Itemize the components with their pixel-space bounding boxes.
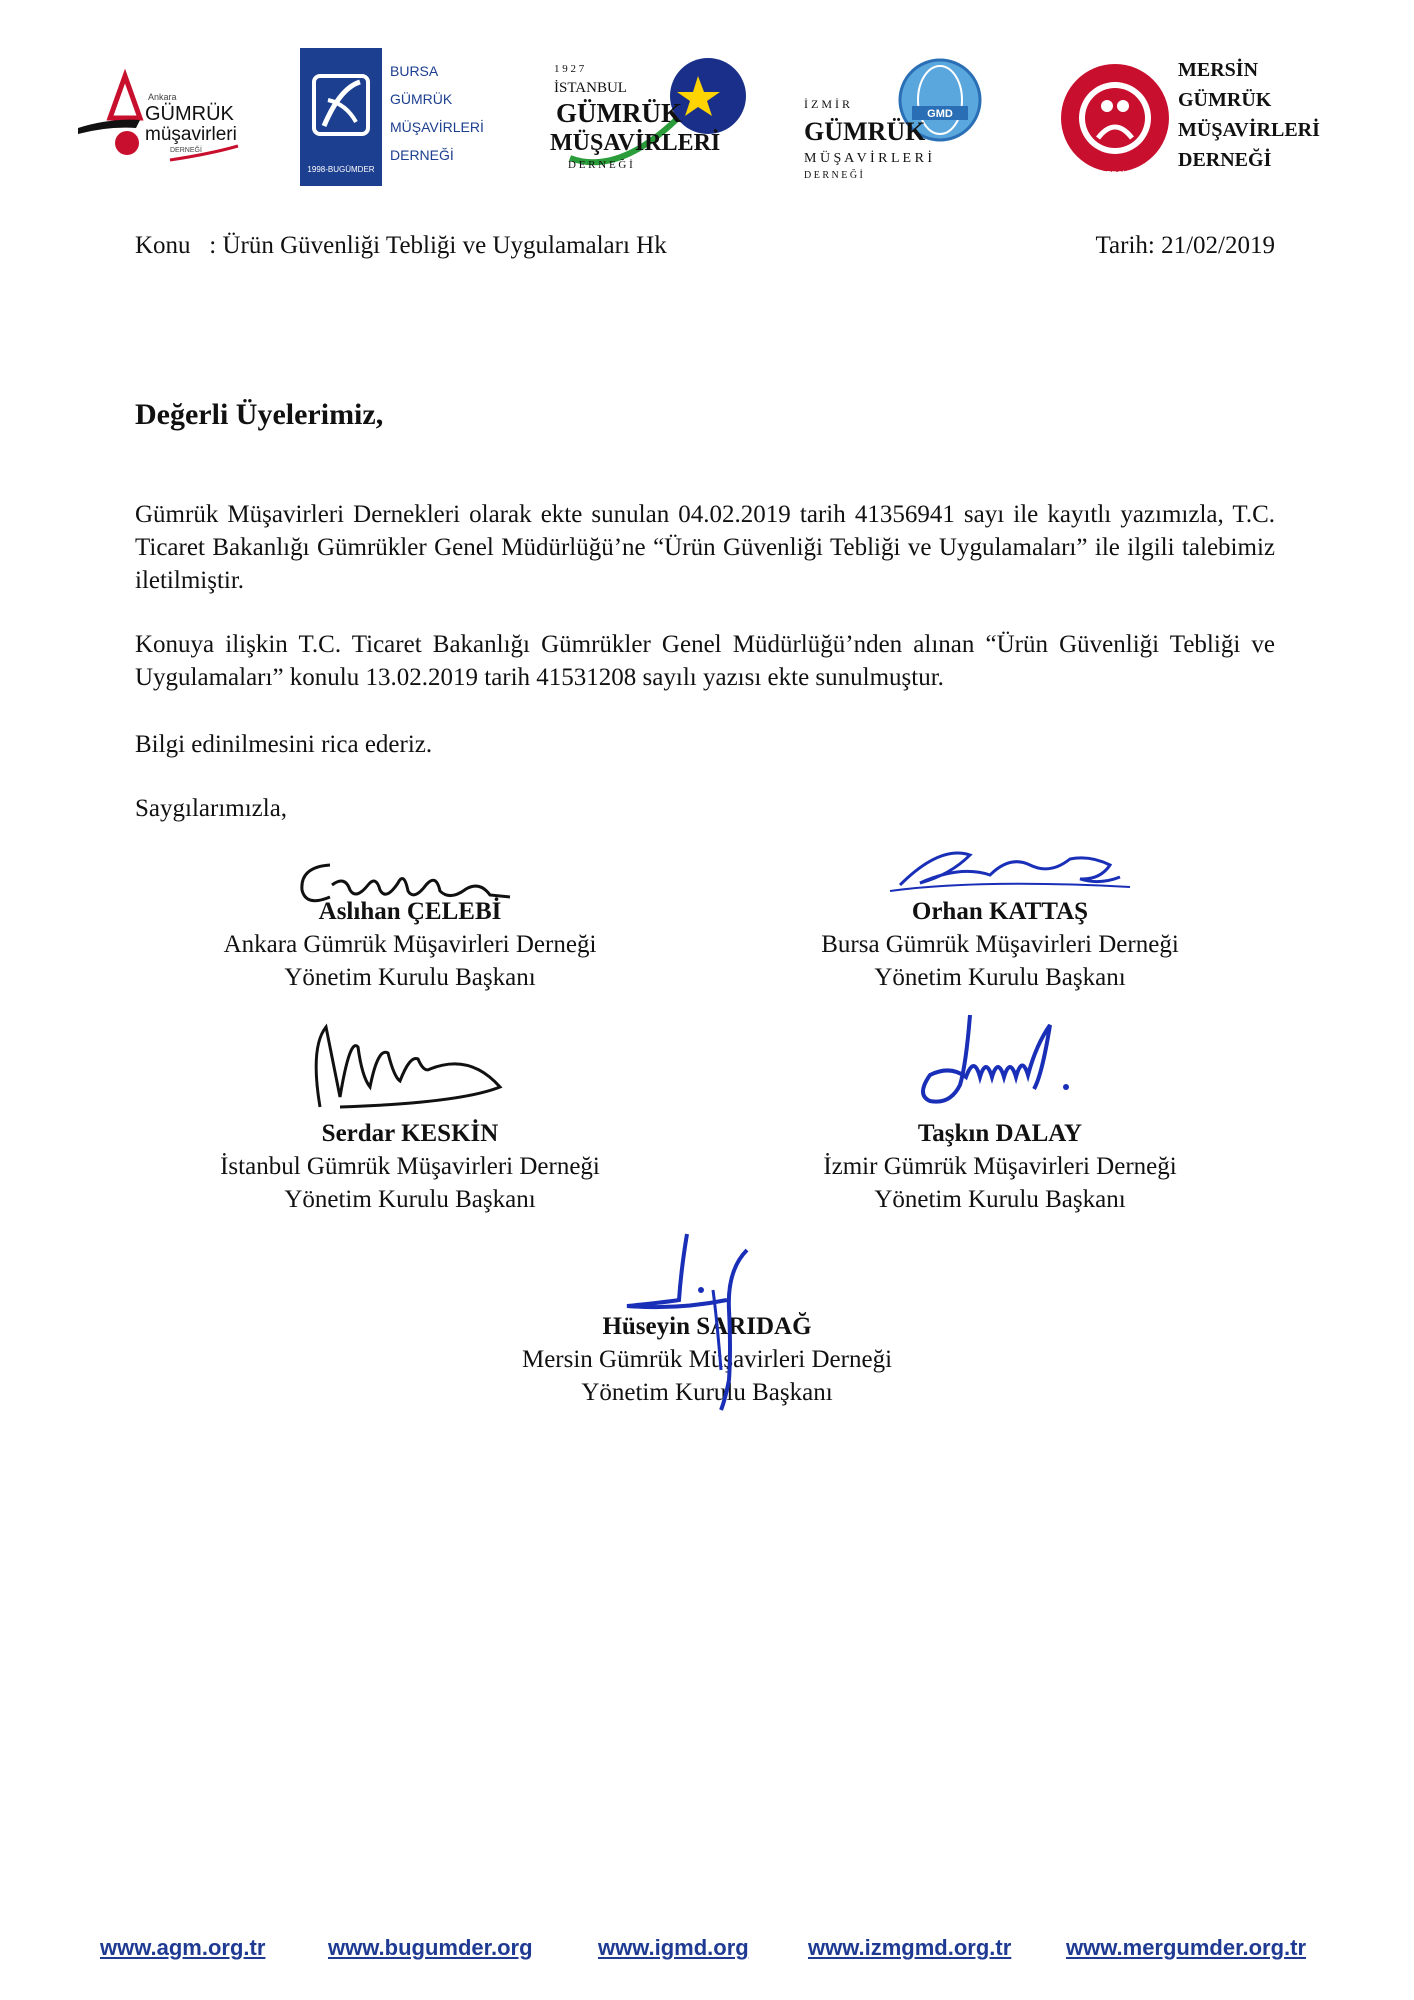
svg-text:GMD: GMD [927, 108, 953, 120]
signatory-name: Taşkın DALAY [917, 1120, 1083, 1147]
signatory-name: Hüseyin SARIDAĞ [602, 1313, 812, 1340]
signatory-org: İzmir Gümrük Müşavirleri Derneği [823, 1153, 1177, 1180]
svg-text:D E R N E Ğ İ: D E R N E Ğ İ [568, 159, 633, 171]
svg-text:Ankara: Ankara [148, 92, 177, 102]
svg-text:DERNEĞİ: DERNEĞİ [170, 147, 202, 154]
svg-text:MÜŞAVİRLERİ: MÜŞAVİRLERİ [550, 130, 721, 156]
svg-text:MÜŞAVİRLERİ: MÜŞAVİRLERİ [390, 119, 484, 135]
signature-block-istanbul [140, 1117, 680, 1216]
signatory-title: Yönetim Kurulu Başkanı [874, 1186, 1126, 1213]
svg-text:MERSİN: MERSİN [1099, 170, 1131, 179]
signatory-name: Orhan KATTAŞ [911, 898, 1089, 925]
svg-text:DERNEĞİ: DERNEĞİ [390, 147, 454, 163]
signatory-org: Mersin Gümrük Müşavirleri Derneği [521, 1346, 893, 1373]
paragraph-2: Konuya ilişkin T.C. Ticaret Bakanlığı Gümrükler Genel Müdürlüğü’nden alınan “Ürün Güvenliği Tebliği ve Uygulamaları” konulu 13.02.2019 tarih 41531208 sayılı yazısı ekte sunulmuştur. [135, 631, 1275, 691]
svg-text:MERSİN: MERSİN [1178, 59, 1259, 81]
mersin-mergumder-logo [1060, 48, 1320, 188]
footer-link-bugumder[interactable]: www.bugumder.org [328, 1935, 533, 1960]
svg-text:GÜMRÜK: GÜMRÜK [556, 98, 682, 128]
istanbul-igmd-logo [548, 48, 748, 188]
izmir-izmgmd-logo [800, 48, 1000, 188]
svg-text:BURSA: BURSA [390, 63, 439, 79]
footer-link-igmd[interactable]: www.igmd.org [598, 1935, 749, 1960]
handwritten-signature [617, 1230, 797, 1430]
signatory-org: İstanbul Gümrük Müşavirleri Derneği [220, 1153, 600, 1180]
svg-text:GÜMRÜK: GÜMRÜK [1178, 89, 1272, 111]
paragraph-1: Gümrük Müşavirleri Dernekleri olarak ekte sunulan 04.02.2019 tarih 41356941 sayı ile kayıtlı yazımızla, T.C. Ticaret Bakanlığı Gümrükler Genel Müdürlüğü’ne “Ürün Güvenliği Tebliği ve Uygulamaları” ile ilgili talebimiz iletilmiştir. [135, 501, 1275, 594]
svg-text:M Ü Ş A V İ R L E R İ: M Ü Ş A V İ R L E R İ [804, 151, 933, 166]
date-line: Tarih: 21/02/2019 [1095, 232, 1275, 259]
footer-links [0, 1935, 1414, 1971]
svg-text:1998-BUGÜMDER: 1998-BUGÜMDER [307, 165, 375, 174]
svg-text:MÜŞAVİRLERİ: MÜŞAVİRLERİ [1178, 119, 1320, 141]
svg-text:DERNEĞİ: DERNEĞİ [1178, 149, 1272, 171]
salutation: Değerli Üyelerimiz, [135, 398, 384, 431]
subject-line: Konu : Ürün Güvenliği Tebliği ve Uygulamaları Hk [135, 232, 667, 259]
bugumder-logo [300, 48, 484, 188]
svg-text:İ Z M İ R: İ Z M İ R [804, 97, 850, 111]
signatory-title: Yönetim Kurulu Başkanı [874, 964, 1126, 991]
signatory-title: Yönetim Kurulu Başkanı [284, 1186, 536, 1213]
handwritten-signature [300, 1007, 520, 1117]
signatory-org: Ankara Gümrük Müşavirleri Derneği [223, 931, 597, 958]
paragraph-3: Bilgi edinilmesini rica ederiz. [135, 731, 433, 758]
footer-link-izmgmd[interactable]: www.izmgmd.org.tr [808, 1935, 1012, 1960]
handwritten-signature [290, 845, 530, 915]
svg-text:GÜMRÜK: GÜMRÜK [804, 117, 926, 146]
signatory-title: Yönetim Kurulu Başkanı [284, 964, 536, 991]
signatory-title: Yönetim Kurulu Başkanı [581, 1379, 833, 1406]
handwritten-signature [910, 1005, 1110, 1115]
signature-block-ankara [140, 895, 680, 994]
closing: Saygılarımızla, [135, 795, 288, 822]
svg-text:D E R N E Ğ İ: D E R N E Ğ İ [804, 170, 863, 181]
svg-text:İSTANBUL: İSTANBUL [554, 80, 627, 96]
signatory-name: Aslıhan ÇELEBİ [318, 898, 502, 925]
footer-link-agm[interactable]: www.agm.org.tr [100, 1935, 266, 1960]
signature-block-izmir [730, 1117, 1270, 1216]
signatory-name: Serdar KESKİN [321, 1120, 499, 1147]
signatory-org: Bursa Gümrük Müşavirleri Derneği [821, 931, 1179, 958]
footer-link-mergumder[interactable]: www.mergumder.org.tr [1066, 1935, 1307, 1960]
signature-block-bursa [730, 895, 1270, 994]
svg-text:müşavirleri: müşavirleri [145, 124, 237, 145]
handwritten-signature [880, 835, 1140, 905]
svg-text:GÜMRÜK: GÜMRÜK [145, 103, 234, 125]
ankara-agm-logo [70, 48, 250, 188]
signature-block-mersin [437, 1310, 977, 1409]
svg-text:GÜMRÜK: GÜMRÜK [390, 91, 453, 107]
svg-text:1 9 2 7: 1 9 2 7 [554, 63, 585, 75]
